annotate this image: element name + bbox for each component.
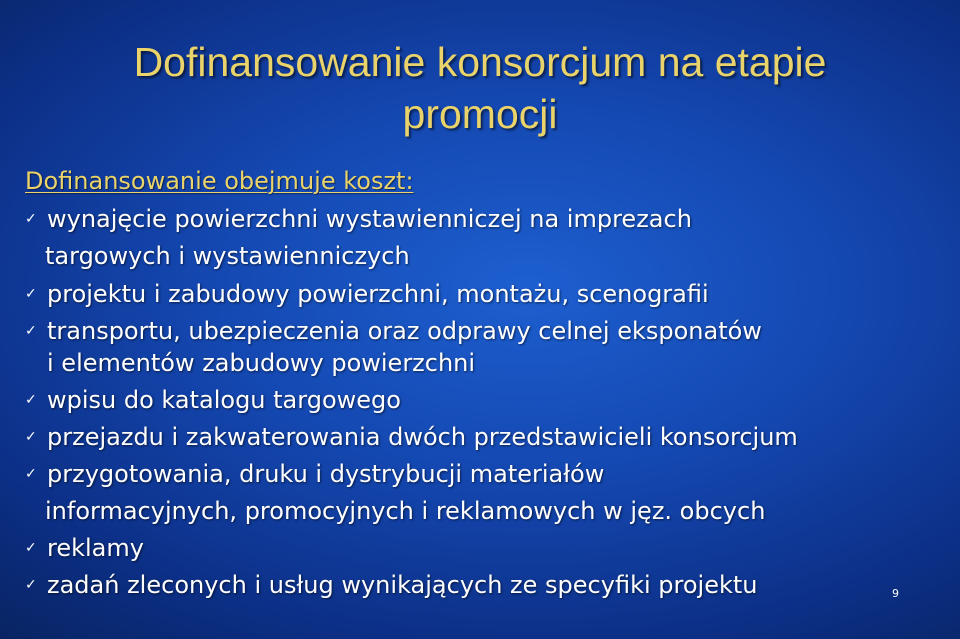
bullet-1-line-2: targowych i wystawienniczych [45, 242, 410, 270]
slide-subtitle: Dofinansowanie obejmuje koszt: [25, 167, 414, 195]
bullet-4-line-1: wpisu do katalogu targowego [47, 386, 401, 414]
slide-title-line-1: Dofinansowanie konsorcjum na etapie [133, 39, 827, 85]
checkmark-icon: ✓ [25, 466, 37, 482]
slide-title [0, 36, 960, 140]
bullet-3-line-2: i elementów zabudowy powierzchni [47, 349, 476, 377]
checkmark-icon: ✓ [25, 323, 37, 339]
checkmark-icon: ✓ [25, 392, 37, 408]
checkmark-icon: ✓ [25, 429, 37, 445]
slide-title-line-2: promocji [402, 91, 558, 137]
bullet-2-line-1: projektu i zabudowy powierzchni, montażu, scenografii [47, 280, 709, 308]
bullet-8-line-1: zadań zleconych i usług wynikających ze specyfiki projektu [47, 571, 758, 599]
bullet-3-line-1: transportu, ubezpieczenia oraz odprawy celnej eksponatów [47, 317, 762, 345]
bullet-7-line-1: reklamy [47, 534, 144, 562]
bullet-1-line-1: wynajęcie powierzchni wystawienniczej na imprezach [47, 205, 692, 233]
bullet-6-line-1: przygotowania, druku i dystrybucji materiałów [47, 460, 605, 488]
bullet-6-line-2: informacyjnych, promocyjnych i reklamowych w jęz. obcych [45, 497, 766, 525]
checkmark-icon: ✓ [25, 540, 37, 556]
checkmark-icon: ✓ [25, 286, 37, 302]
page-number: 9 [892, 587, 899, 600]
checkmark-icon: ✓ [25, 211, 37, 227]
bullet-5-line-1: przejazdu i zakwaterowania dwóch przedstawicieli konsorcjum [47, 423, 798, 451]
checkmark-icon: ✓ [25, 577, 37, 593]
